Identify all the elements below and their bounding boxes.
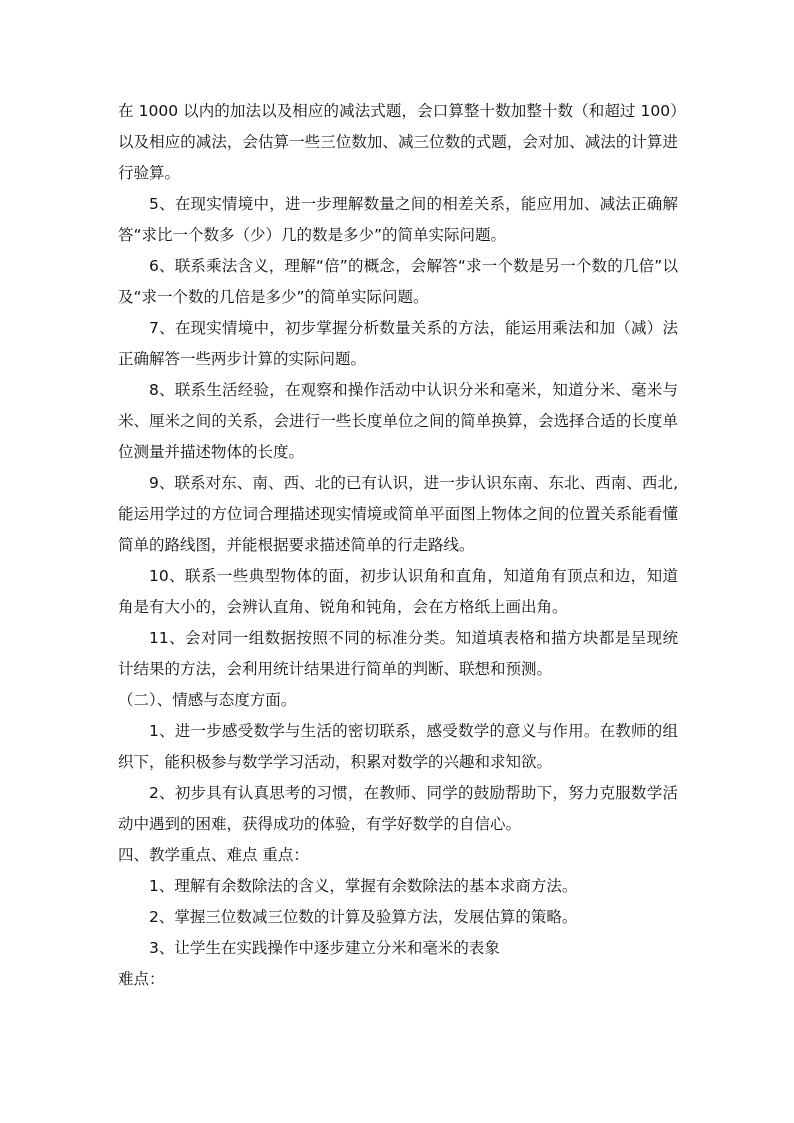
paragraph-key-point-2: 2、掌握三位数减三位数的计算及验算方法，发展估算的策略。 bbox=[149, 908, 578, 926]
paragraph-item-11: 11、会对同一组数据按照不同的标准分类。知道填表格和描方块都是呈现统计结果的方法，会利用统计结果进行简单的判断、联想和预测。 bbox=[118, 629, 678, 678]
paragraph-item-9: 9、联系对东、南、西、北的已有认识，进一步认识东南、东北、西南、西北,能运用学过的方位词合理描述现实情境或简单平面图上物体之间的位置关系能看懂简单的路线图，并能根据要求描述简单的行走路线。 bbox=[118, 474, 678, 554]
paragraph-item-6: 6、联系乘法含义，理解“倍”的概念，会解答“求一个数是另一个数的几倍”以及“求一个数的几倍是多少”的简单实际问题。 bbox=[118, 257, 678, 306]
section-heading-difficulties: 难点： bbox=[118, 970, 165, 988]
section-heading-emotion-attitude: （二）、情感与态度方面。 bbox=[118, 691, 297, 709]
document-body bbox=[118, 96, 678, 995]
paragraph-continuation: 在 1000 以内的加法以及相应的减法式题，会口算整十数加整十数（和超过 100）以及相应的减法，会估算一些三位数加、减三位数的式题，会对加、减法的计算进行验算。 bbox=[118, 102, 678, 182]
paragraph-key-point-1: 1、理解有余数除法的含义，掌握有余数除法的基本求商方法。 bbox=[149, 877, 578, 895]
paragraph-emotion-1: 1、进一步感受数学与生活的密切联系，感受数学的意义与作用。在教师的组织下，能积极参与数学学习活动，积累对数学的兴趣和求知欲。 bbox=[118, 722, 678, 771]
section-heading-key-points: 四、教学重点、难点 重点： bbox=[118, 846, 309, 864]
paragraph-key-point-3: 3、让学生在实践操作中逐步建立分米和毫米的表象 bbox=[149, 939, 500, 957]
paragraph-item-5: 5、在现实情境中，进一步理解数量之间的相差关系，能应用加、减法正确解答“求比一个数多（少）几的数是多少”的简单实际问题。 bbox=[118, 195, 678, 244]
paragraph-item-7: 7、在现实情境中，初步掌握分析数量关系的方法，能运用乘法和加（减）法正确解答一些两步计算的实际问题。 bbox=[118, 319, 678, 368]
paragraph-item-10: 10、联系一些典型物体的面，初步认识角和直角，知道角有顶点和边，知道角是有大小的，会辨认直角、锐角和钝角，会在方格纸上画出角。 bbox=[118, 567, 678, 616]
paragraph-emotion-2: 2、初步具有认真思考的习惯，在教师、同学的鼓励帮助下，努力克服数学活动中遇到的困难，获得成功的体验，有学好数学的自信心。 bbox=[118, 784, 678, 833]
paragraph-item-8: 8、联系生活经验，在观察和操作活动中认识分米和毫米，知道分米、毫米与米、厘米之间的关系，会进行一些长度单位之间的简单换算，会选择合适的长度单位测量并描述物体的长度。 bbox=[118, 381, 678, 461]
